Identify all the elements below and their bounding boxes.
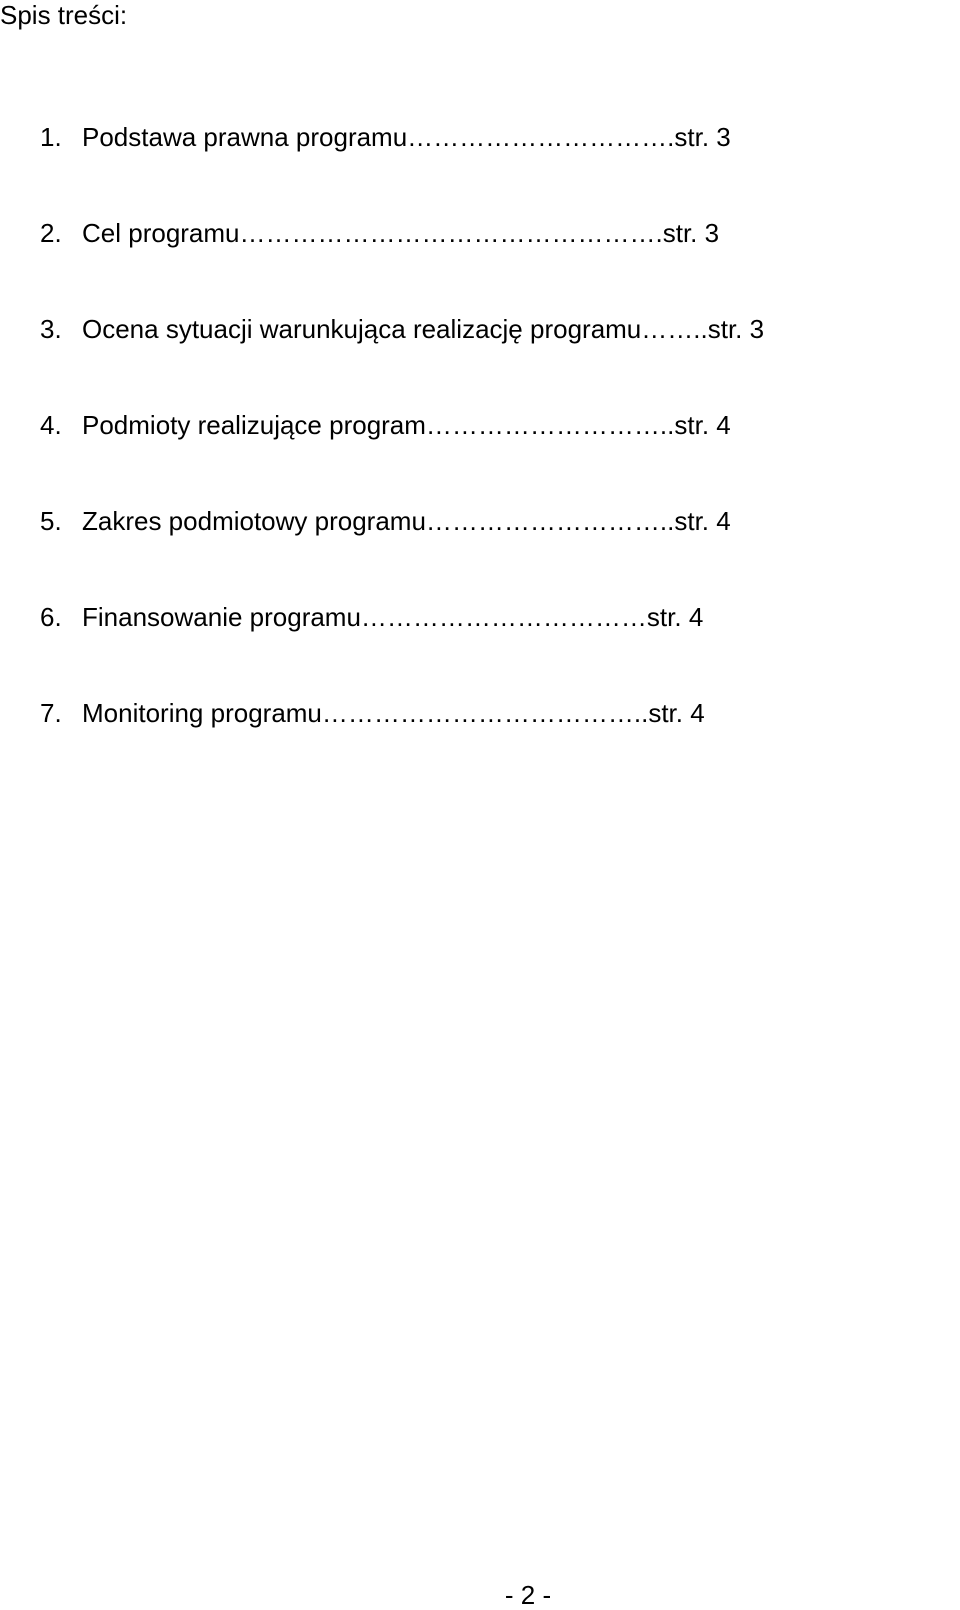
- toc-item: [40, 311, 764, 347]
- toc-item-text: Ocena sytuacji warunkująca realizację programu……..str. 3: [82, 314, 765, 344]
- toc-item-text: Podmioty realizujące program………………………..str. 4: [82, 410, 731, 440]
- toc-item-number: 6.: [40, 602, 62, 632]
- toc-item-text: Podstawa prawna programu………………………….str. 3: [82, 122, 731, 152]
- toc-item-number: 3.: [40, 314, 62, 344]
- toc-item-number: 4.: [40, 410, 62, 440]
- toc-item: [40, 599, 703, 635]
- page-title: Spis treści:: [0, 0, 128, 30]
- toc-item-text: Monitoring programu………………………………..str. 4: [82, 698, 705, 728]
- toc-item-text: Finansowanie programu……………………………str. 4: [82, 602, 704, 632]
- toc-item-number: 2.: [40, 218, 62, 248]
- toc-item: [40, 215, 719, 251]
- toc-item-text: Zakres podmiotowy programu………………………..str. 4: [82, 506, 731, 536]
- toc-item-number: 5.: [40, 506, 62, 536]
- toc-item-number: 1.: [40, 122, 62, 152]
- toc-item: [40, 407, 731, 443]
- toc-item: [40, 119, 731, 155]
- toc-item-text: Cel programu………………………………………….str. 3: [82, 218, 720, 248]
- toc-item: [40, 695, 705, 731]
- toc-item: [40, 503, 731, 539]
- toc-item-number: 7.: [40, 698, 62, 728]
- page-number: - 2 -: [504, 1580, 552, 1610]
